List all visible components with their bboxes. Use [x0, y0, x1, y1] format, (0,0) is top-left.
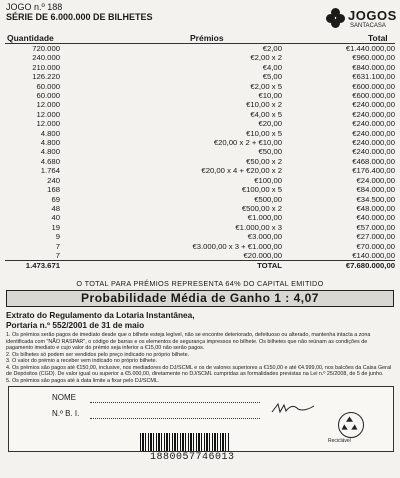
quantity-cell: 7	[55, 250, 60, 260]
total-cell: €960.000,00	[352, 53, 395, 63]
prize-cell: €3.000,00 x 3 + €1.000,00	[192, 241, 282, 251]
rule-2: 2. Os bilhetes só podem ser vendidos pelo preço indicado no próprio bilhete.	[6, 351, 190, 358]
prize-cell: €50,00 x 2	[246, 156, 282, 166]
table-row	[5, 100, 395, 109]
signature-mark	[270, 400, 320, 416]
column-premios: Prémios	[190, 33, 224, 43]
table-row	[5, 204, 395, 213]
quantity-cell: 126.220	[32, 72, 60, 82]
table-row	[5, 176, 395, 185]
table-row	[5, 223, 395, 232]
prize-cell: €4,00 x 5	[250, 109, 282, 119]
clover-icon	[326, 8, 346, 28]
total-cell: €1.440.000,00	[345, 44, 395, 53]
total-amount: €7.680.000,00	[282, 261, 395, 271]
table-row	[5, 110, 395, 119]
series-title: SÉRIE DE 6.000.000 DE BILHETES	[6, 12, 153, 22]
total-cell: €24.000,00	[356, 175, 395, 185]
recycle-label: Reciclável	[328, 438, 351, 444]
total-cell: €468.000,00	[352, 156, 395, 166]
column-total: Total	[368, 33, 388, 43]
logo-subtitle: SANTACASA	[350, 23, 386, 29]
quantity-cell: 240.000	[32, 53, 60, 63]
logo-name: JOGOS	[348, 8, 397, 23]
prize-cell: €2,00	[262, 44, 282, 53]
prize-cell: €3.000,00	[247, 232, 282, 242]
game-number: JOGO n.º 188	[6, 2, 63, 12]
total-label: TOTAL	[60, 261, 282, 271]
probability-banner: Probabilidade Média de Ganho 1 : 4,07	[6, 290, 394, 307]
column-quantidade: Quantidade	[7, 33, 54, 43]
prize-cell: €5,00	[262, 72, 282, 82]
quantity-cell: 168	[47, 185, 60, 195]
table-row	[5, 195, 395, 204]
total-cell: €27.000,00	[356, 232, 395, 242]
prize-cell: €100,00 x 5	[241, 185, 282, 195]
barcode-number: 1880057746013	[150, 452, 235, 463]
total-cell: €176.400,00	[352, 166, 395, 176]
total-cell: €240.000,00	[352, 109, 395, 119]
prize-cell: €10,00 x 2	[246, 100, 282, 110]
quantity-cell: 60.000	[36, 91, 60, 101]
total-cell: €631.100,00	[352, 72, 395, 82]
quantity-cell: 12.000	[36, 100, 60, 110]
quantity-cell: 9	[55, 232, 60, 242]
quantity-cell: 69	[51, 194, 60, 204]
prize-cell: €10,00 x 5	[246, 128, 282, 138]
table-row	[5, 185, 395, 194]
rule-3: 3. O valor do prémio a receber vem indicado no próprio bilhete.	[6, 358, 158, 364]
quantity-cell: 210.000	[32, 62, 60, 72]
total-cell: €34.500,00	[356, 194, 395, 204]
prize-cell: €20.000,00	[243, 250, 282, 260]
extract-title: Extrato do Regulamento da Lotaria Instantânea,	[6, 310, 195, 320]
quantity-cell: 48	[51, 203, 60, 213]
total-cell: €600.000,00	[352, 81, 395, 91]
table-row	[5, 138, 395, 147]
quantity-cell: 7	[55, 241, 60, 251]
total-cell: €84.000,00	[356, 185, 395, 195]
table-row	[5, 242, 395, 251]
prize-cell: €2,00 x 5	[250, 81, 282, 91]
total-cell: €140.000,00	[352, 250, 395, 260]
quantity-cell: 4.800	[40, 147, 60, 157]
quantity-cell: 1.764	[40, 166, 60, 176]
rule-5: 5. Os prémios são pagos até à data limite a fixar pelo DJ/SCML.	[6, 377, 160, 384]
table-row	[5, 129, 395, 138]
bi-field[interactable]	[90, 418, 260, 419]
nome-field[interactable]	[90, 402, 260, 403]
prize-cell: €4,00	[262, 62, 282, 72]
recycle-icon	[338, 412, 364, 438]
table-row	[5, 119, 395, 128]
rules-list	[6, 332, 392, 384]
prize-cell: €1.000,00 x 3	[235, 222, 282, 232]
prize-cell: €20,00 x 2 + €10,00	[213, 138, 282, 148]
total-cell: €240.000,00	[352, 138, 395, 148]
prize-cell: €20,00	[258, 119, 282, 129]
table-row	[5, 53, 395, 62]
total-cell: €40.000,00	[356, 213, 395, 223]
table-row	[5, 251, 395, 261]
prize-cell: €2,00 x 2	[250, 53, 282, 63]
rule-4: 4. Os prémios são pagos até €150,00, inclusive, nos mediadores do DJ/SCML e os de valores superiores a €150,00 e até €4.999,00, nos balcões da Caixa Geral de Depósitos (CGD). De valor igual ou superior a €5.000,00, diretamente no DJ/SCML cumpridas as formalidades previstas na Lei n.º 25/2008, de 5 de junho.	[6, 364, 392, 377]
nome-label: NOME	[52, 393, 76, 402]
extract-portaria: Portaria n.º 552/2001 de 31 de maio	[6, 320, 145, 330]
prize-cell: €100,00	[254, 175, 282, 185]
table-row	[5, 44, 395, 53]
total-cell: €240.000,00	[352, 147, 395, 157]
table-row	[5, 232, 395, 241]
quantity-cell: 240	[47, 175, 60, 185]
total-cell: €840.000,00	[352, 62, 395, 72]
table-row	[5, 213, 395, 222]
total-cell: €57.000,00	[356, 222, 395, 232]
prize-cell: €1.000,00	[247, 213, 282, 223]
prize-cell: €20,00 x 4 + €20,00 x 2	[201, 166, 282, 176]
prize-cell: €10,00	[258, 91, 282, 101]
table-row	[5, 63, 395, 72]
total-cell: €600.000,00	[352, 91, 395, 101]
total-cell: €240.000,00	[352, 128, 395, 138]
prize-cell: €50,00	[258, 147, 282, 157]
table-row	[5, 82, 395, 91]
total-row	[5, 261, 395, 271]
barcode	[140, 433, 230, 451]
table-row	[5, 166, 395, 175]
table-row	[5, 157, 395, 166]
quantity-cell: 19	[51, 222, 60, 232]
quantity-cell: 720.000	[32, 44, 60, 53]
table-row	[5, 147, 395, 156]
table-row	[5, 72, 395, 81]
quantity-cell: 4.800	[40, 138, 60, 148]
percent-note: O TOTAL PARA PRÉMIOS REPRESENTA 64% DO CAPITAL EMITIDO	[76, 279, 324, 288]
prize-table	[5, 44, 395, 271]
bi-label: N.º B. I.	[52, 409, 80, 418]
total-quantity: 1.473.671	[5, 261, 60, 271]
jogos-santacasa-logo	[326, 6, 396, 36]
quantity-cell: 12.000	[36, 119, 60, 129]
rule-1: 1. Os prémios serão pagos de imediato desde que o bilhete esteja legível, não se encontre deteriorado, defeituoso ou alterado, mantenha intacta a zona identificada com "NÃO RASPAR", o código de barras e os elementos de segurança impressos no bilhete. Os bilhetes que não reúnam as condições de pagamento imediato e cujo valor do prémio seja inferior a €15,00 não serão pagos.	[6, 332, 371, 351]
quantity-cell: 4.680	[40, 156, 60, 166]
total-cell: €240.000,00	[352, 100, 395, 110]
prize-cell: €500,00 x 2	[241, 203, 282, 213]
prize-cell: €500,00	[254, 194, 282, 204]
quantity-cell: 4.800	[40, 128, 60, 138]
quantity-cell: 12.000	[36, 109, 60, 119]
quantity-cell: 60.000	[36, 81, 60, 91]
quantity-cell: 40	[51, 213, 60, 223]
total-cell: €70.000,00	[356, 241, 395, 251]
table-row	[5, 91, 395, 100]
total-cell: €240.000,00	[352, 119, 395, 129]
total-cell: €48.000,00	[356, 203, 395, 213]
